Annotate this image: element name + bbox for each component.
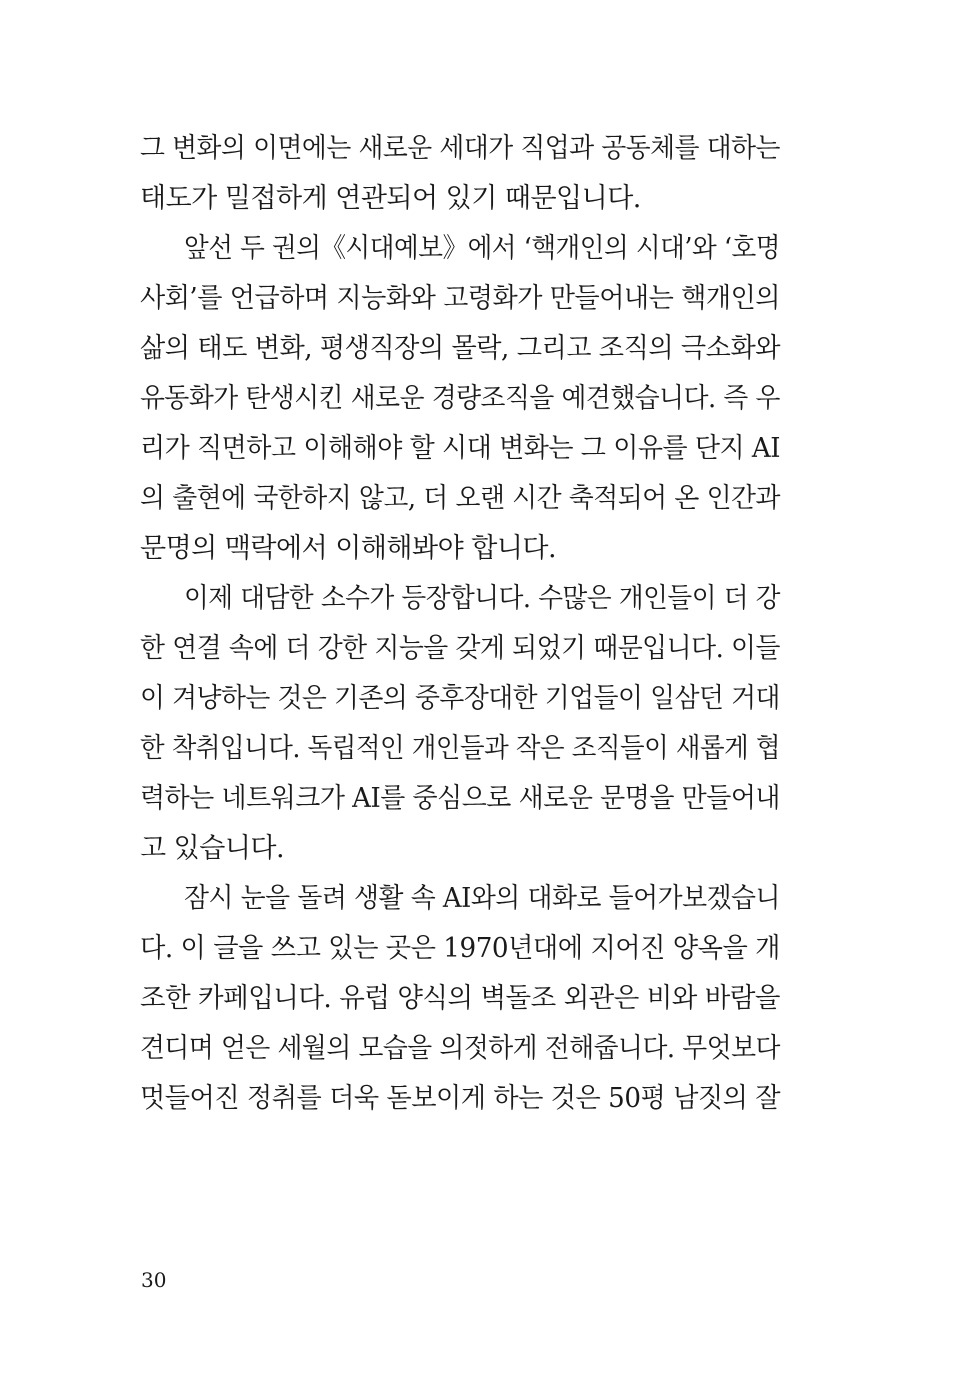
text-line-paragraph-start: 이제 대담한 소수가 등장합니다. 수많은 개인들이 더 강	[184, 583, 780, 614]
text-line: 유동화가 탄생시킨 새로운 경량조직을 예견했습니다. 즉 우	[140, 383, 780, 414]
text-line: 다. 이 글을 쓰고 있는 곳은 1970년대에 지어진 양옥을 개	[140, 933, 781, 964]
text-line: 견디며 얻은 세월의 모습을 의젓하게 전해줍니다. 무엇보다	[140, 1033, 780, 1064]
text-line: 사회’를 언급하며 지능화와 고령화가 만들어내는 핵개인의	[140, 283, 781, 314]
text-line: 력하는 네트워크가 AI를 중심으로 새로운 문명을 만들어내	[140, 783, 781, 814]
text-line: 문명의 맥락에서 이해해봐야 합니다.	[140, 533, 557, 564]
body-text	[140, 124, 780, 1124]
text-line: 의 출현에 국한하지 않고, 더 오랜 시간 축적되어 온 인간과	[140, 483, 780, 514]
page-number: 30	[141, 1268, 167, 1292]
text-line: 고 있습니다.	[140, 833, 285, 864]
text-line: 이 겨냥하는 것은 기존의 중후장대한 기업들이 일삼던 거대	[140, 683, 780, 714]
text-line: 태도가 밀접하게 연관되어 있기 때문입니다.	[140, 183, 641, 214]
text-line: 멋들어진 정취를 더욱 돋보이게 하는 것은 50평 남짓의 잘	[140, 1083, 781, 1114]
text-line-paragraph-start: 잠시 눈을 돌려 생활 속 AI와의 대화로 들어가보겠습니	[184, 883, 780, 914]
text-line: 조한 카페입니다. 유럽 양식의 벽돌조 외관은 비와 바람을	[140, 983, 780, 1014]
text-line: 그 변화의 이면에는 새로운 세대가 직업과 공동체를 대하는	[140, 133, 780, 164]
text-line: 한 연결 속에 더 강한 지능을 갖게 되었기 때문입니다. 이들	[140, 633, 780, 664]
text-line: 삶의 태도 변화, 평생직장의 몰락, 그리고 조직의 극소화와	[140, 333, 780, 364]
text-line: 리가 직면하고 이해해야 할 시대 변화는 그 이유를 단지 AI	[140, 433, 780, 464]
text-line-paragraph-start: 앞선 두 권의《시대예보》에서 ‘핵개인의 시대’와 ‘호명	[184, 233, 781, 264]
text-line: 한 착취입니다. 독립적인 개인들과 작은 조직들이 새롭게 협	[140, 733, 781, 764]
